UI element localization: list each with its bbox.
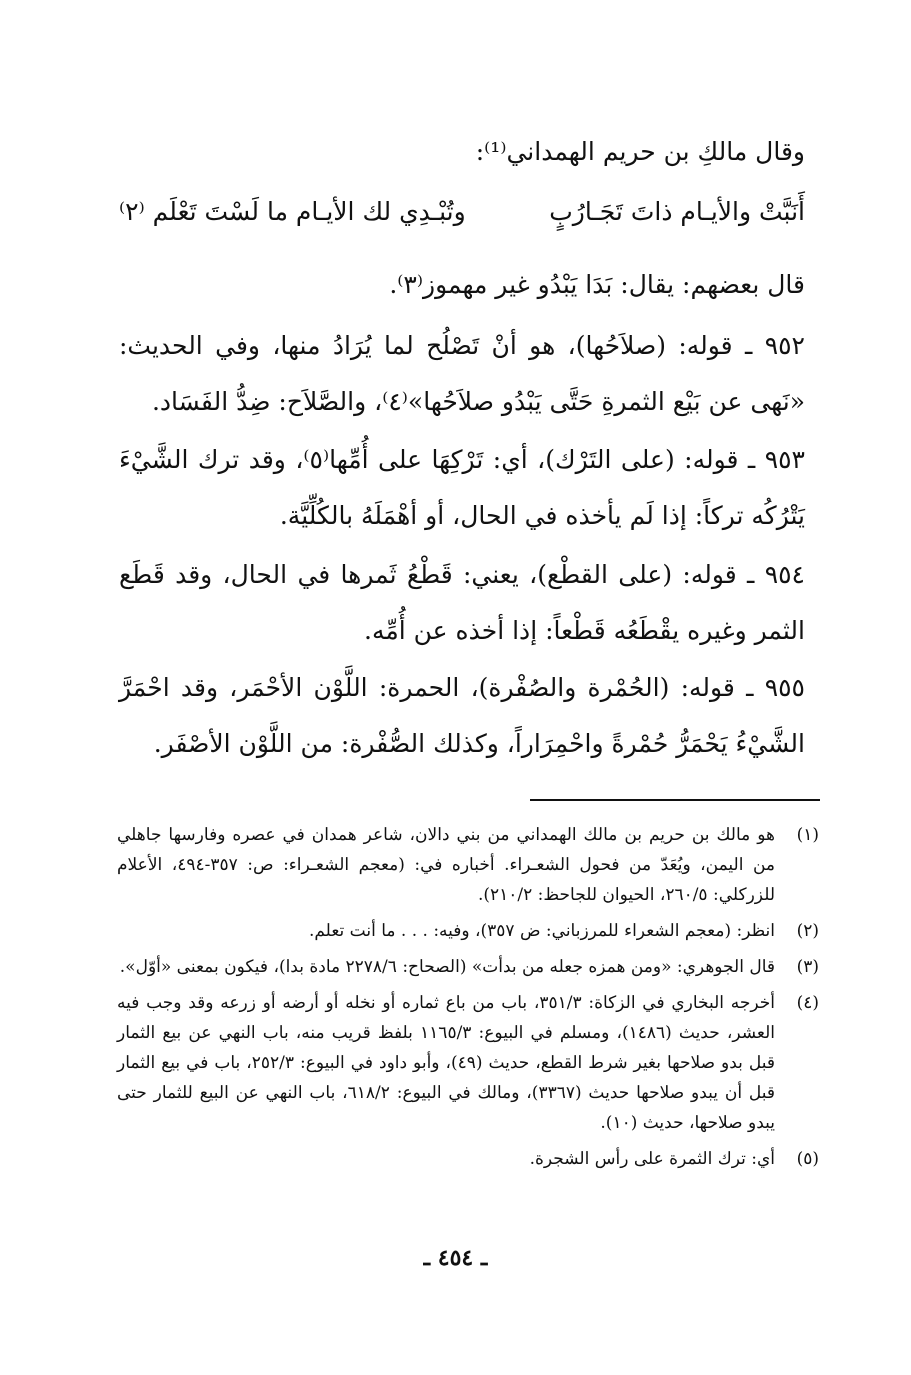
footnote-text: أي: ترك الثمرة على رأس الشجرة. <box>529 1149 775 1169</box>
footnote-number: (١) <box>796 825 819 845</box>
page-number: ـ ٤٥٤ ـ <box>423 1245 488 1271</box>
footnote-text: انظر: (معجم الشعراء للمرزباني: ض ٣٥٧)، وفيه: . . . ما أنت تعلم. <box>308 921 775 941</box>
verse-second-hemistich: وتُبْـدِي لك الأيـام ما لَسْتَ تَعْلَم ⁽٢⁾ <box>119 197 466 226</box>
poem-verse <box>119 192 805 232</box>
footnote-number: (٥) <box>796 1149 819 1169</box>
footnote-text: قال الجوهري: «ومن همزه جعله من بدأت» (الصحاح: ٢٢٧٨/٦ مادة بدا)، فيكون بمعنى «أوّل». <box>119 957 775 977</box>
footnote-number: (٤) <box>796 993 819 1013</box>
footnote-number: (٣) <box>796 957 819 977</box>
footnote-text: أخرجه البخاري في الزكاة: ٣٥١/٣، باب من باع ثماره أو نخله أو أرضه أو زرعه وقد وجب فيه العشر، حديث (١٤٨٦)، ومسلم في البيوع: ١١٦٥/٣ بلفظ قريب منه، باب النهي عن بيع الثمار قبل بدو صلاحها بغير شرط القطع، حديث (٤٩)، وأبو داود في البيوع: ٢٥٢/٣، باب في بيع الثمار قبل أن يبدو صلاحها حديث (٣٣٦٧)، ومالك في البيوع: ٦١٨/٢، باب النهي عن البيع للثمار حتى يبدو صلاحها، حديث (١٠). <box>117 993 776 1133</box>
footnote-4 <box>117 988 819 1138</box>
entry-953 <box>119 432 805 544</box>
intro-text: وقال مالكِ بن حريم الهمداني⁽¹⁾: <box>475 137 805 166</box>
footnote-2 <box>117 916 819 946</box>
footnote-3 <box>117 952 819 982</box>
entry-952 <box>119 318 805 430</box>
entry-text: ٩٥٣ ـ قوله: (على التَرْك)، أي: تَرْكِهَا على أُمِّها⁽٥⁾، وقد ترك الشَّيْءَ يَتْرُكُه تركاً: إذا لَم يأخذه في الحال، أو أهْمَلَهُ بالكُلِّيَّة. <box>119 445 805 530</box>
grammar-note-text: قال بعضهم: يقال: بَدَا يَبْدُو غير مهموز⁽٣⁾. <box>389 270 805 299</box>
footnote-separator <box>530 799 820 801</box>
entry-954 <box>119 547 805 659</box>
entry-955 <box>119 660 805 772</box>
entry-text: ٩٥٤ ـ قوله: (على القطْع)، يعني: قَطْعُ ثَمرها في الحال، وقد قَطَع الثمر وغيره يقْطَعُه قَطْعاً: إذا أخذه عن أُمِّه. <box>119 560 805 645</box>
entry-text: ٩٥٢ ـ قوله: (صلاَحُها)، هو أنْ تَصْلُح لما يُرَادُ منها، وفي الحديث: «نَهى عن بَيْع الثمرةِ حَتَّى يَبْدُو صلاَحُها»⁽٤⁾، والصَّلاَح: ضِدُّ الفَسَاد. <box>119 331 805 416</box>
footnotes <box>117 820 819 1180</box>
entry-text: ٩٥٥ ـ قوله: (الحُمْرة والصُفْرة)، الحمرة: اللَّوْن الأحْمَر، وقد احْمَرَّ الشَّيْءُ يَحْمَرُّ حُمْرةً واحْمِرَاراً، وكذلك الصُّفْرة: من اللَّوْن الأصْفَر. <box>119 673 805 758</box>
grammar-note <box>119 257 805 313</box>
footnote-number: (٢) <box>796 921 819 941</box>
verse-first-hemistich: أَنَبَّتْ والأيـام ذاتَ تَجَـارُبٍ <box>549 197 805 226</box>
intro-line <box>119 124 805 180</box>
footnote-1 <box>117 820 819 910</box>
footnote-5 <box>117 1144 819 1174</box>
footnote-text: هو مالك بن حريم بن مالك الهمداني من بني دالان، شاعر همدان في عصره وفارسها جاهلي من اليمن، ويُعَدّ من فحول الشعـراء. أخباره في: (معجم الشعـراء: ص: ٣٥٧-٤٩٤، الأعلام للزركلي: ٢٦٠/٥، الحيوان للجاحظ: ٢١٠/٢). <box>117 825 776 905</box>
